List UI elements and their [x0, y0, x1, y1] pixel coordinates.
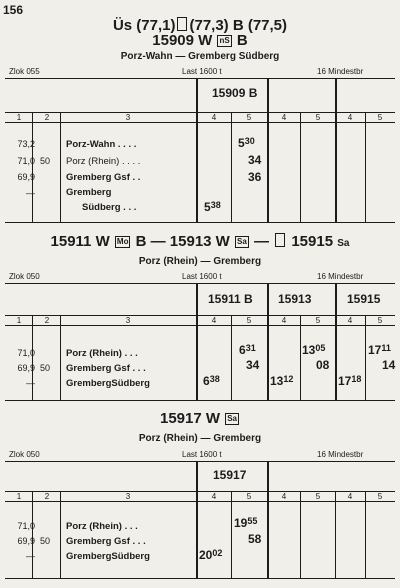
section-title-2: 15911 W Mo B — 15913 W Sa — 15915 Sa: [50, 233, 350, 250]
col-label: 1: [16, 492, 22, 501]
time-departure: $6^{31}$: [239, 343, 256, 357]
km-value: —: [26, 551, 35, 561]
time-departure: $17^{11}$: [368, 343, 391, 357]
time-arrival: $6^{38}$: [203, 374, 220, 388]
load-1: Last 1600 t: [182, 67, 222, 76]
time-departure: 34: [248, 153, 262, 167]
train-badge: nS: [219, 36, 230, 45]
load-3: Last 1600 t: [182, 450, 222, 459]
loco-3: Zlok 050: [9, 450, 40, 459]
col-label: 4: [347, 316, 353, 325]
col-label: 4: [347, 492, 353, 501]
col-label: 5: [246, 316, 252, 325]
load-2: Last 1600 t: [182, 272, 222, 281]
loco-2: Zlok 050: [9, 272, 40, 281]
col-label: 5: [377, 113, 383, 122]
col-label: 4: [211, 316, 217, 325]
km-value: 71,0: [17, 156, 35, 166]
train-header-15915: 15915: [347, 292, 381, 306]
time-departure: $5^{30}$: [238, 136, 255, 150]
bracket-symbol-icon: [177, 17, 187, 31]
col-label: 3: [125, 113, 131, 122]
timetable-1: [5, 67, 395, 222]
time-departure: 36: [248, 170, 262, 184]
station-name: GrembergSüdberg: [66, 551, 150, 562]
speed-value: 50: [40, 363, 51, 373]
km-value: 69,9: [17, 172, 35, 182]
time-departure: 08: [316, 358, 330, 372]
col-label: 4: [347, 113, 353, 122]
col-label: 5: [315, 113, 321, 122]
time-arrival: $20^{02}$: [199, 548, 223, 562]
brake-3: 16 Mindestbr: [317, 450, 364, 459]
train-number-title-1: 15909 W nS B: [152, 32, 248, 49]
km-value: —: [26, 378, 35, 388]
time-departure: 58: [248, 532, 262, 546]
col-label: 5: [377, 492, 383, 501]
train-header-15911: 15911 B: [208, 292, 253, 306]
time-departure: 14: [382, 358, 396, 372]
station-name: GrembergSüdberg: [66, 378, 150, 389]
brake-1: 16 Mindestbr: [317, 67, 364, 76]
time-arrival: $13^{12}$: [270, 374, 294, 388]
time-departure: 34: [246, 358, 260, 372]
km-value: 69,9: [17, 363, 35, 373]
bracket-symbol-icon: [275, 233, 285, 247]
station-name: Porz (Rhein) . . . .: [66, 156, 141, 167]
station-name: Porz-Wahn . . . .: [66, 139, 137, 150]
col-label: 5: [246, 492, 252, 501]
col-label: 2: [44, 316, 50, 325]
time-departure: $13^{05}$: [302, 343, 326, 357]
time-departure: $19^{55}$: [234, 516, 258, 530]
timetable-3: [5, 450, 395, 578]
train-header-15917: 15917: [213, 468, 247, 482]
col-label: 4: [281, 316, 287, 325]
col-label: 4: [281, 113, 287, 122]
station-name: Gremberg Gsf . . .: [66, 536, 146, 547]
col-label: 2: [44, 113, 50, 122]
section-title-1: Üs (77,1) (77,3) B (77,5): [112, 17, 288, 34]
day-badge: Sa: [237, 237, 247, 246]
col-label: 4: [211, 492, 217, 501]
km-value: 73,2: [17, 139, 35, 149]
col-label: 1: [16, 316, 22, 325]
route-2: Porz (Rhein) — Gremberg: [138, 256, 262, 267]
train-header-15909: 15909 B: [212, 86, 258, 100]
timetable-2: [5, 272, 395, 402]
col-label: 5: [246, 113, 252, 122]
col-label: 4: [211, 113, 217, 122]
col-label: 2: [44, 492, 50, 501]
section-title-3: 15917 W Sa: [159, 410, 237, 427]
col-label: 5: [377, 316, 383, 325]
col-label: 4: [281, 492, 287, 501]
route-3: Porz (Rhein) — Gremberg: [138, 433, 262, 444]
day-badge: Sa: [227, 414, 237, 423]
page-number: 156: [3, 3, 24, 17]
station-name: Porz (Rhein) . . .: [66, 348, 138, 359]
time-arrival: $17^{18}$: [338, 374, 362, 388]
km-value: 71,0: [17, 348, 35, 358]
route-1: Porz-Wahn — Gremberg Südberg: [120, 51, 280, 62]
time-arrival: $5^{38}$: [204, 200, 221, 214]
station-name: Gremberg: [66, 187, 112, 198]
station-name: Gremberg Gsf . . .: [66, 363, 146, 374]
brake-2: 16 Mindestbr: [317, 272, 364, 281]
km-value: 71,0: [17, 521, 35, 531]
km-value: 69,9: [17, 536, 35, 546]
speed-value: 50: [40, 156, 51, 166]
station-name: Gremberg Gsf . .: [66, 172, 141, 183]
col-label: 3: [125, 316, 131, 325]
km-value: —: [26, 188, 35, 198]
day-badge: Sa: [337, 238, 350, 249]
station-name: Porz (Rhein) . . .: [66, 521, 138, 532]
col-label: 3: [125, 492, 131, 501]
station-name: Südberg . . .: [82, 202, 137, 213]
col-label: 1: [16, 113, 22, 122]
train-header-15913: 15913: [278, 292, 312, 306]
col-label: 5: [315, 316, 321, 325]
speed-value: 50: [40, 536, 51, 546]
day-badge: Mo: [116, 237, 129, 246]
loco-1: Zlok 055: [9, 67, 40, 76]
col-label: 5: [315, 492, 321, 501]
